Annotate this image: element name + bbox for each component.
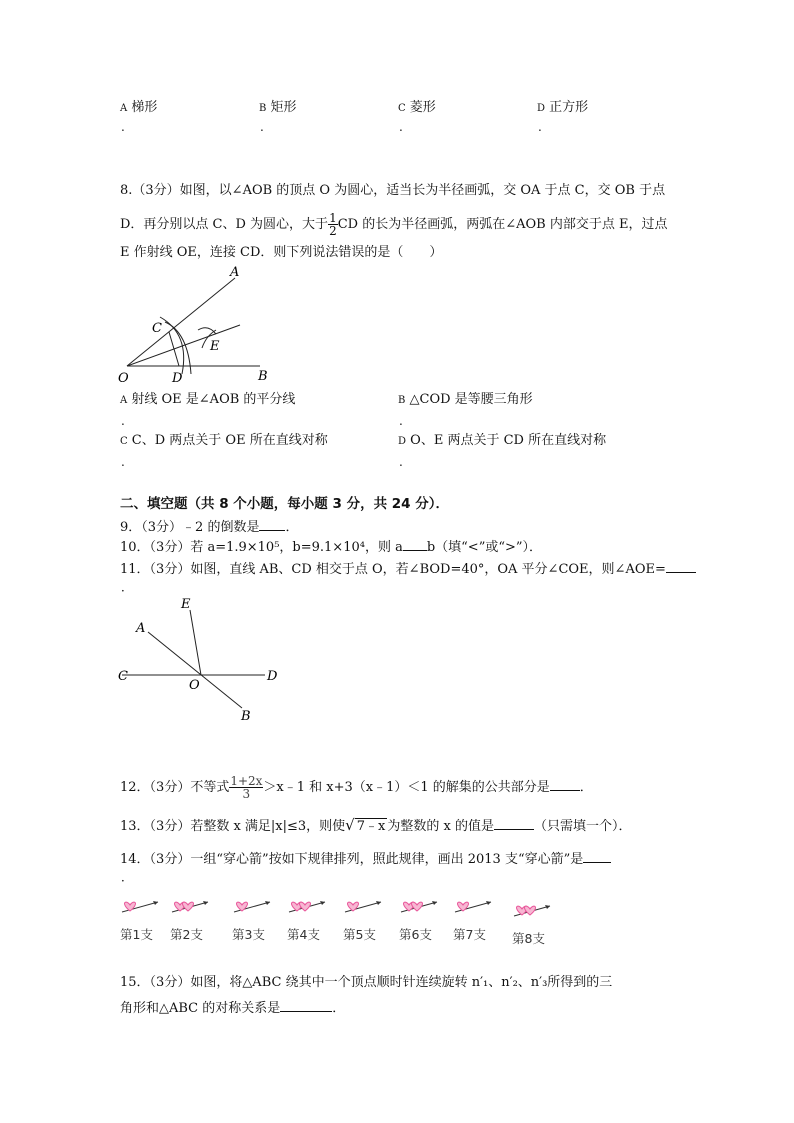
option-text: 正方形	[549, 100, 589, 115]
answer-blank[interactable]	[280, 999, 332, 1012]
option-text: 梯形	[131, 100, 158, 115]
option-text: C、D 两点关于 OE 所在直线对称	[131, 433, 328, 448]
label-a: A	[136, 621, 146, 636]
option-dot: .	[260, 120, 264, 134]
q11-end: ．	[121, 580, 134, 594]
q8-option-d	[398, 433, 606, 450]
option-letter: C	[120, 436, 128, 447]
option-letter: B	[398, 395, 406, 406]
option-letter: A	[120, 395, 128, 406]
option-text: O、E 两点关于 CD 所在直线对称	[410, 433, 607, 448]
answer-blank[interactable]	[583, 850, 611, 863]
fraction-denominator: 3	[242, 787, 251, 801]
option-text: 矩形	[270, 100, 297, 115]
label-d: D	[172, 371, 183, 386]
q12-end: ．	[579, 780, 593, 795]
q13-text: 13．（3分）若整数 x 满足|x|≤3，则使	[120, 819, 346, 834]
fraction	[328, 212, 338, 237]
label-e: E	[181, 597, 191, 612]
label-o: O	[118, 371, 129, 386]
q14-text: 14．（3分）一组“穿心箭”按如下规律排列，照此规律，画出 2013 支“穿心箭”是	[120, 852, 584, 867]
fraction-denominator: 2	[329, 224, 337, 238]
q11	[120, 560, 696, 578]
q7-option-c	[398, 100, 436, 117]
heart-arrow-icon	[343, 896, 387, 918]
option-dot: .	[399, 120, 403, 134]
fraction-numerator: 1+2x	[230, 774, 263, 788]
q11-text: 11．（3分）如图，直线 AB、CD 相交于点 O，若∠BOD=40°，OA 平分∠COE，则∠AOE=	[120, 562, 666, 577]
option-text: 菱形	[409, 100, 436, 115]
heart-arrow-item	[120, 896, 164, 943]
q14	[120, 850, 611, 868]
heart-arrow-item	[343, 896, 387, 943]
q9-end: ．	[285, 520, 299, 535]
heart-arrow-item	[232, 896, 276, 943]
option-letter: D	[398, 436, 407, 447]
q8-line2-start: D．再分别以点 C、D 为圆心，大于	[120, 217, 329, 232]
option-letter: A	[120, 103, 128, 114]
heart-arrow-item	[399, 896, 443, 943]
option-letter: D	[537, 103, 546, 114]
answer-blank[interactable]	[666, 560, 696, 573]
q8-line1: 8.（3分）如图，以∠AOB 的顶点 O 为圆心，适当长为半径画弧，交 OA 于点 C，交 OB 于点	[120, 183, 666, 198]
q7-option-a	[120, 100, 157, 117]
answer-blank[interactable]	[494, 817, 534, 830]
label-a: A	[230, 265, 240, 280]
label-b: B	[258, 369, 268, 384]
heart-arrow-item	[453, 896, 497, 943]
option-dot: .	[121, 120, 125, 134]
q15-end: ．	[332, 1001, 346, 1016]
q12-text-mid: ＞x﹣1 和 x+3（x﹣1）＜1 的解集的公共部分是	[263, 780, 550, 795]
section-title: 二、填空题（共 8 个小题，每小题 3 分，共 24 分）．	[120, 496, 450, 512]
q8-option-b	[398, 392, 533, 409]
option-dot: .	[399, 414, 403, 428]
radicand: 7﹣x	[356, 819, 386, 834]
answer-blank[interactable]	[259, 518, 285, 531]
option-letter: B	[259, 103, 267, 114]
q13-end: （只需填一个）．	[533, 819, 632, 834]
q13-text-mid: 为整数的 x 的值是	[387, 819, 494, 834]
q9	[120, 518, 298, 536]
heart-arrow-icon	[232, 896, 276, 918]
heart-arrow-item	[170, 896, 214, 943]
arrow-label: 第4支	[287, 927, 320, 942]
q10-end: b（填“<”或“>”）．	[426, 540, 543, 555]
label-c: C	[152, 321, 162, 336]
q8-line2-end: CD 的长为半径画弧，两弧在∠AOB 内部交于点 E，过点	[337, 217, 668, 232]
q9-text: 9．（3分）﹣2 的倒数是	[120, 520, 260, 535]
arrow-label: 第8支	[512, 931, 545, 946]
q7-option-d	[537, 100, 588, 117]
q8-line2	[120, 212, 667, 237]
arrow-label: 第3支	[232, 927, 265, 942]
option-text: 射线 OE 是∠AOB 的平分线	[131, 392, 296, 407]
q10-text: 10．（3分）若 a=1.9×10⁵，b=9.1×10⁴，则 a	[120, 540, 403, 555]
ray-oe	[190, 610, 201, 675]
label-e: E	[210, 339, 220, 354]
option-dot: .	[121, 455, 125, 469]
arrow-label: 第7支	[453, 927, 486, 942]
q12-text: 12．（3分）不等式	[120, 780, 230, 795]
option-dot: .	[399, 455, 403, 469]
q10	[120, 538, 542, 556]
answer-blank[interactable]	[550, 778, 580, 791]
q13	[120, 817, 631, 835]
arrow-label: 第6支	[399, 927, 432, 942]
fraction-numerator: 1	[329, 211, 337, 225]
heart-arrow-item	[287, 896, 331, 943]
heart-arrow-icon	[170, 896, 214, 918]
q15-text: 角形和△ABC 的对称关系是	[120, 1001, 281, 1016]
option-text: △COD 是等腰三角形	[409, 392, 533, 407]
option-dot: .	[538, 120, 542, 134]
q12	[120, 775, 593, 800]
fraction	[229, 775, 263, 800]
q11-lines-figure	[110, 594, 290, 724]
q8-angle-figure	[110, 262, 290, 387]
arrow-label: 第5支	[343, 927, 376, 942]
heart-arrow-icon	[512, 900, 556, 922]
heart-arrow-icon	[287, 896, 331, 918]
q7-option-b	[259, 100, 297, 117]
heart-arrow-icon	[399, 896, 443, 918]
label-c: C	[118, 669, 128, 684]
q15-line1: 15．（3分）如图，将△ABC 绕其中一个顶点顺时针连续旋转 n′₁、n′₂、n′₃所得到的三	[120, 975, 613, 990]
arrow-label: 第1支	[120, 927, 153, 942]
option-letter: C	[398, 103, 406, 114]
q15-line2	[120, 999, 345, 1017]
label-d: D	[267, 669, 278, 684]
arrow-label: 第2支	[170, 927, 203, 942]
heart-arrow-icon	[453, 896, 497, 918]
arc-from-d	[198, 328, 216, 334]
heart-arrow-icon	[120, 896, 164, 918]
q14-end: ．	[121, 870, 134, 884]
line-ab	[148, 632, 242, 708]
sqrt-sign-icon: √	[345, 816, 355, 834]
label-b: B	[241, 709, 251, 724]
q8-option-c	[120, 433, 328, 450]
answer-blank[interactable]	[403, 538, 427, 551]
label-o: O	[189, 678, 200, 693]
q8-line3: E 作射线 OE，连接 CD．则下列说法错误的是（ ）	[120, 245, 443, 260]
heart-arrow-item	[512, 900, 556, 947]
segment-cd	[169, 332, 179, 366]
option-dot: .	[121, 414, 125, 428]
q8-option-a	[120, 392, 295, 409]
